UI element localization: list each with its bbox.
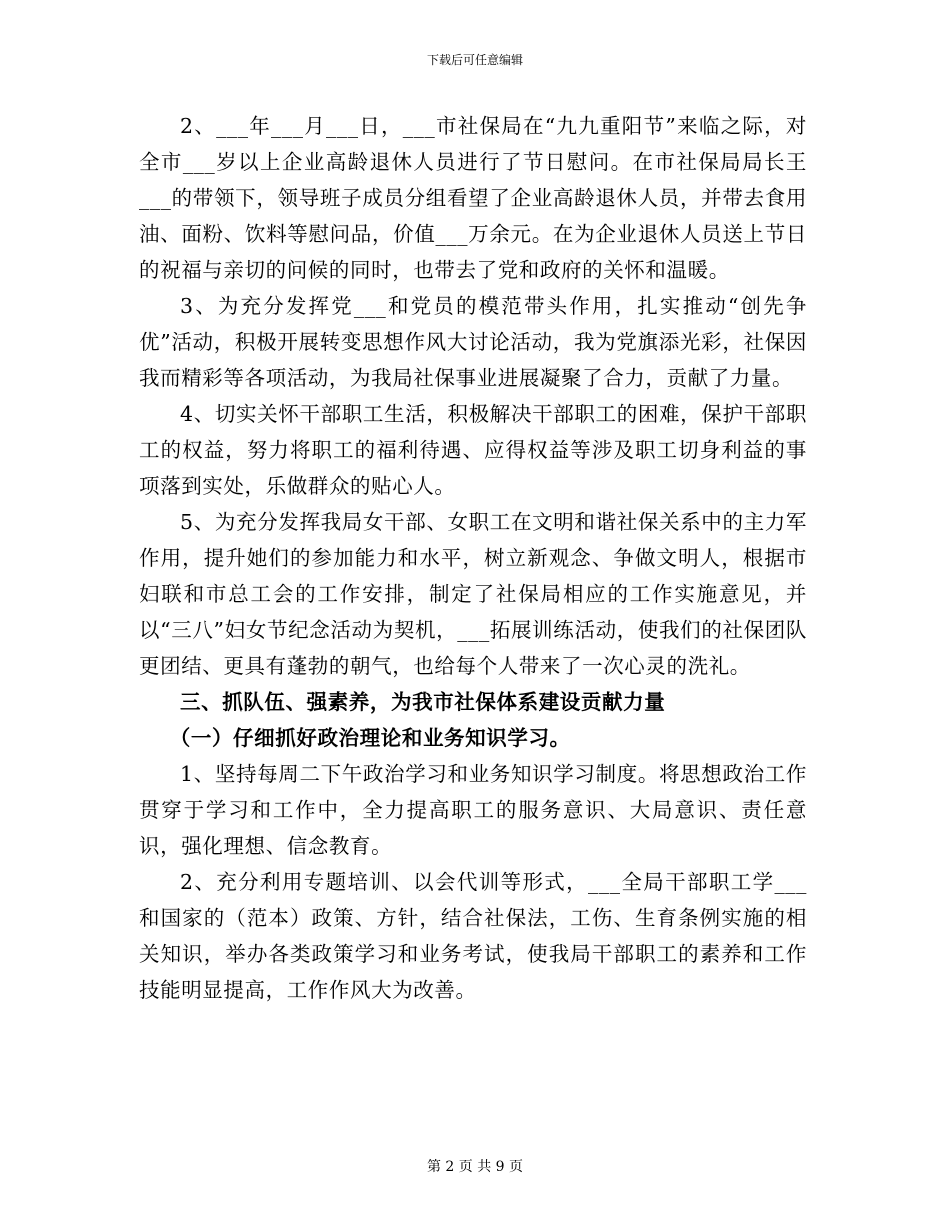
paragraph-item-3: 3、为充分发挥党___和党员的模范带头作用，扎实推动“创先争优”活动，积极开展转变思想作风大讨论活动，我为党旗添光彩，社保因我而精彩等各项活动，为我局社保事业进展凝聚了合力，贡献了力量。 — [139, 294, 807, 390]
paragraph-item-2: 2、___年___月___日，___市社保局在“九九重阳节”来临之际，对全市___岁以上企业高龄退休人员进行了节日慰问。在市社保局局长王___的带领下，领导班子成员分组看望了企业高龄退休人员，并带去食用油、面粉、饮料等慰问品，价值___万余元。在为企业退休人员送上节日的祝福与亲切的问候的同时，也带去了党和政府的关怀和温暖。 — [139, 114, 807, 282]
paragraph-study-1: 1、坚持每周二下午政治学习和业务知识学习制度。将思想政治工作贯穿于学习和工作中，全力提高职工的服务意识、大局意识、责任意识，强化理想、信念教育。 — [139, 762, 807, 858]
page-number: 第 2 页 共 9 页 — [426, 1159, 524, 1175]
document-body — [139, 108, 807, 1008]
paragraph-item-4: 4、切实关怀干部职工生活，积极解决干部职工的困难，保护干部职工的权益，努力将职工的福利待遇、应得权益等涉及职工切身利益的事项落到实处，乐做群众的贴心人。 — [139, 402, 807, 498]
sub-heading: （一）仔细抓好政治理论和业务知识学习。 — [169, 726, 571, 750]
paragraph-study-2: 2、充分利用专题培训、以会代训等形式，___全局干部职工学___和国家的（范本）政策、方针，结合社保法，工伤、生育条例实施的相关知识，举办各类政策学习和业务考试，使我局干部职工的素养和工作技能明显提高，工作作风大为改善。 — [139, 870, 807, 1002]
section-heading: 三、抓队伍、强素养，为我市社保体系建设贡献力量 — [180, 690, 666, 714]
paragraph-item-5: 5、为充分发挥我局女干部、女职工在文明和谐社保关系中的主力军作用，提升她们的参加能力和水平，树立新观念、争做文明人，根据市妇联和市总工会的工作安排，制定了社保局相应的工作实施意见，并以“三八”妇女节纪念活动为契机，___拓展训练活动，使我们的社保团队更团结、更具有蓬勃的朝气，也给每个人带来了一次心灵的洗礼。 — [139, 510, 807, 678]
page-header-note: 下载后可任意编辑 — [426, 53, 523, 67]
